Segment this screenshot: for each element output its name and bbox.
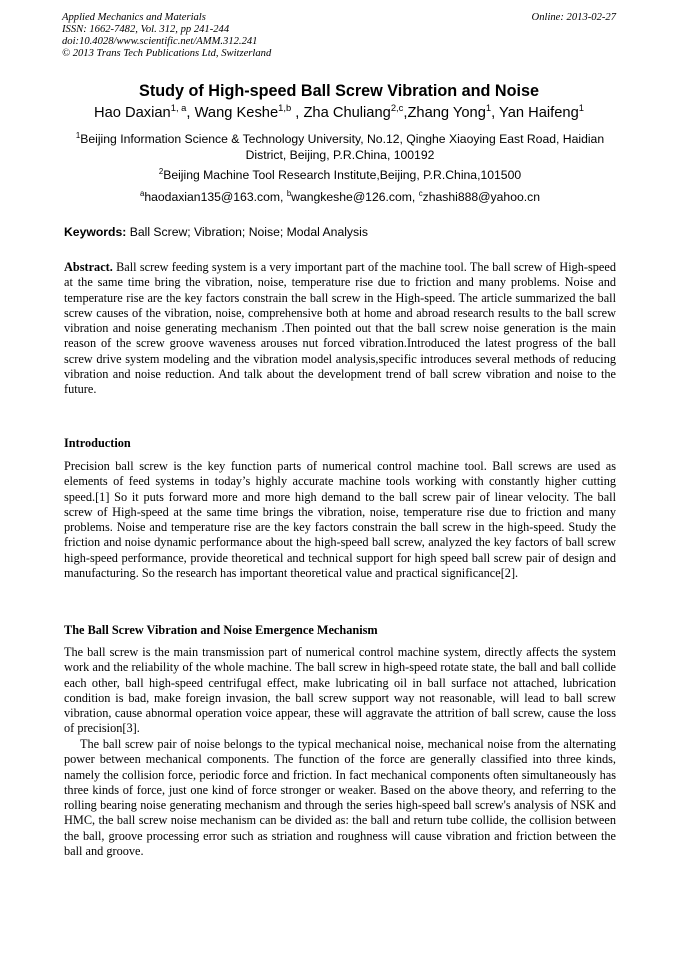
doi-line: doi:10.4028/www.scientific.net/AMM.312.241 <box>62 36 258 47</box>
introduction-paragraph: Precision ball screw is the key function parts of numerical control machine tool. Ball screws are used as elements of feed systems in today’s highly accurate machine tools working with constantly higher cutting speed.[1] So it puts forward more and more high demand to the ball screw pair of linear velocity. The ball screw of High-speed at the same time brings the vibration, noise, temperature rise due to friction and many problems. Noise and temperature rise are the key factors constrain the ball screw in the high-speed. Study the friction and noise dynamic performance about the high-speed ball screw, analyzed the key factors of ball screw high-speed performance, provide theoretical and technical support for high speed ball screw pair of design and manufacturing. So the research has important theoretical value and practical significance[2]. <box>64 459 616 581</box>
email-mark: a <box>139 188 145 198</box>
keywords-label: Keywords: <box>64 225 127 239</box>
email-address: zhashi888@yahoo.cn <box>422 190 541 204</box>
mechanism-paragraph-1: The ball screw is the main transmission part of numerical control machine system, directly affects the system work and the reliability of the whole machine. The ball screw in high-speed rotate state, the ball and ball collide each other, ball high-speed centrifugal effect, make lubricating oil in ball surface not attached, lubrication condition is bad, make foreign invasion, the ball screw support way not reasonable, will lead to ball screw vibration, cause abnormal operation voice appear, these will aggravate the attrition of ball screw, cause the loss of precision[3]. <box>64 645 616 736</box>
author-affiliation-mark: 1, a <box>170 102 187 114</box>
online-date: Online: 2013-02-27 <box>531 12 616 23</box>
affiliation-2 <box>64 168 616 184</box>
journal-name: Applied Mechanics and Materials <box>62 12 206 23</box>
author-name: Yan Haifeng <box>499 105 579 121</box>
abstract-text: Ball screw feeding system is a very important part of the machine tool. The ball screw of High-speed at the same time bring the vibration, noise, temperature rise due to friction and many problems. Noise and temperature rise are the key factors constrain the ball screw in the High-speed. The article summarized the ball screw causes of the vibration, noise, comprehensive both at home and abroad research results to the ball screw vibration and noise generating mechanism .Then pointed out that the ball screw noise generation is the main reason of the screw groove waveness arouses nut forced vibration.Introduced the latest progress of the ball screw drive system modeling and the vibration model analysis,specific introduces several methods of reducing vibration and noise reduction. And talk about the development trend of ball screw vibration and noise to the future. <box>64 260 616 397</box>
author-name: Zha Chuliang <box>303 105 391 121</box>
email-mark: b <box>286 188 292 198</box>
author-list <box>0 102 678 121</box>
author-affiliation-mark: 1,b <box>278 102 292 114</box>
author-name: Hao Daxian <box>93 105 171 121</box>
journal-header <box>62 12 271 60</box>
email-address: haodaxian135@163.com, <box>144 190 287 204</box>
author-affiliation-mark: 2,c <box>390 102 404 114</box>
keywords-text: Ball Screw; Vibration; Noise; Modal Analysis <box>129 225 368 239</box>
affiliation-text: Beijing Information Science & Technology University, No.12, Qinghe Xiaoying East Road, Haidian District, Beijing, P.R.China, 100192 <box>80 132 605 162</box>
affiliation-1 <box>64 132 616 163</box>
affiliation-mark: 2 <box>158 166 164 176</box>
affiliation-text: Beijing Machine Tool Research Institute,Beijing, P.R.China,101500 <box>163 168 522 182</box>
copyright-line: © 2013 Trans Tech Publications Ltd, Switzerland <box>62 48 272 59</box>
email-address: wangkeshe@126.com, <box>291 190 419 204</box>
author-affiliation-mark: 1 <box>485 102 492 114</box>
abstract-paragraph <box>64 260 616 398</box>
mechanism-paragraph-2: The ball screw pair of noise belongs to the typical mechanical noise, mechanical noise from the alternating power between mechanical components. The function of the force are generally classified into three kinds, namely the collision force, periodic force and friction. In fact mechanical components often simultaneously has three kinds of force, just one kind of force stronger or weaker. Based on the above theory, and referring to the rolling bearing noise generating mechanism and through the series high-speed ball screw's analysis of NSK and HMC, the ball screw noise mechanism can be divided as: the ball and return tube collide, the collision between the ball, groove processing error such as striation and roughness will cause vibration and friction between the ball and groove. <box>64 737 616 859</box>
affiliation-mark: 1 <box>75 130 81 140</box>
author-separator: , <box>186 105 195 121</box>
author-name: Zhang Yong <box>407 105 486 121</box>
abstract-label: Abstract. <box>64 260 113 274</box>
author-separator: , <box>291 105 304 121</box>
paper-title: Study of High-speed Ball Screw Vibration and Noise <box>139 82 539 100</box>
author-separator: , <box>491 105 500 121</box>
email-list <box>64 190 616 206</box>
mechanism-heading: The Ball Screw Vibration and Noise Emergence Mechanism <box>64 623 378 637</box>
issn-line: ISSN: 1662-7482, Vol. 312, pp 241-244 <box>62 24 230 35</box>
email-mark: c <box>418 188 423 198</box>
author-separator: , <box>403 105 408 121</box>
introduction-heading: Introduction <box>64 436 131 450</box>
author-name: Wang Keshe <box>194 105 279 121</box>
keywords <box>64 225 616 239</box>
author-affiliation-mark: 1 <box>578 102 584 114</box>
